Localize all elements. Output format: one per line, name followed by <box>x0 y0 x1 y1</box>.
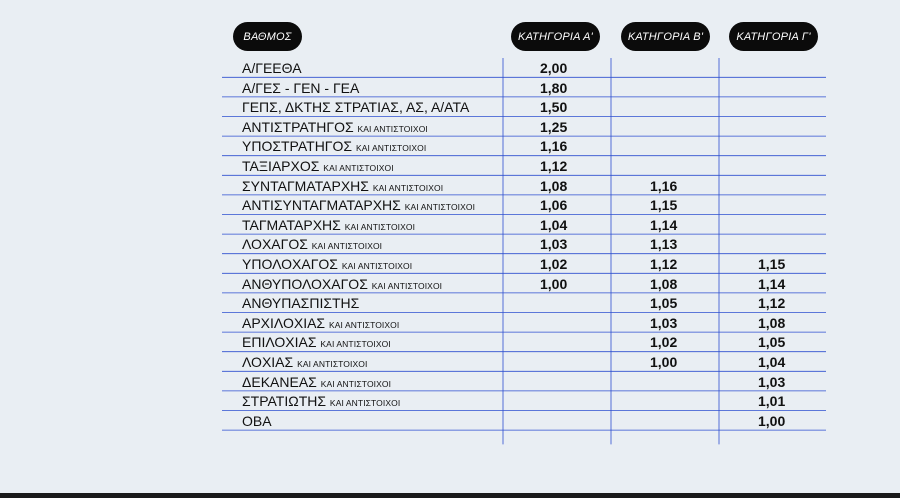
rank-cell <box>242 352 367 372</box>
rank-cell <box>242 332 391 352</box>
category-c-value: 1,08 <box>758 314 786 331</box>
rank-cell <box>242 58 302 78</box>
category-b-value: 1,03 <box>650 314 678 331</box>
rank-suffix: ΚΑΙ ΑΝΤΙΣΤΟΙΧΟΙ <box>372 182 444 193</box>
rank-cell <box>242 391 400 411</box>
category-b-value: 1,12 <box>650 256 678 272</box>
category-a-value: 1,08 <box>540 177 568 194</box>
category-b-value: 1,08 <box>650 275 678 292</box>
rank-suffix: ΚΑΙ ΑΝΤΙΣΤΟΙΧΟΙ <box>341 261 413 271</box>
header-category-b: ΚΑΤΗΓΟΡΙΑ Β' <box>621 22 710 51</box>
rank-label: ΣΤΡΑΤΙΩΤΗΣ <box>242 393 327 410</box>
category-b-value: 1,14 <box>650 216 678 233</box>
rank-suffix: ΚΑΙ ΑΝΤΙΣΤΟΙΧΟΙ <box>297 359 368 369</box>
rank-suffix: ΚΑΙ ΑΝΤΙΣΤΟΙΧΟΙ <box>404 202 476 213</box>
rank-cell <box>242 156 394 176</box>
rank-cell <box>242 117 428 137</box>
category-c-value: 1,14 <box>758 275 786 292</box>
category-c-value: 1,05 <box>758 334 786 351</box>
category-c-value: 1,04 <box>758 354 786 370</box>
rank-label: ΛΟΧΑΓΟΣ <box>242 236 308 253</box>
rank-cell <box>242 97 469 117</box>
table-row <box>222 391 826 411</box>
table-row <box>222 136 826 156</box>
table-row <box>222 313 826 333</box>
rank-label: Α/ΓΕΕΘΑ <box>242 60 302 76</box>
rank-suffix: ΚΑΙ ΑΝΤΙΣΤΟΙΧΟΙ <box>328 319 400 330</box>
rank-cell <box>242 136 426 156</box>
category-c-value: 1,01 <box>758 393 786 410</box>
rank-cell <box>242 274 442 294</box>
table-row <box>222 274 826 294</box>
rank-label: ΑΝΤΙΣΤΡΑΤΗΓΟΣ <box>242 118 354 135</box>
rank-suffix: ΚΑΙ ΑΝΤΙΣΤΟΙΧΟΙ <box>320 339 391 350</box>
rank-cell <box>242 234 382 254</box>
table-row <box>222 215 826 235</box>
bottom-divider <box>0 493 900 498</box>
category-a-value: 1,03 <box>540 236 568 253</box>
rank-suffix: ΚΑΙ ΑΝΤΙΣΤΟΙΧΟΙ <box>320 378 392 389</box>
rank-label: ΤΑΞΙΑΡΧΟΣ <box>242 158 320 174</box>
category-a-value: 1,04 <box>540 216 568 233</box>
rank-label: ΥΠΟΛΟΧΑΓΟΣ <box>242 256 338 272</box>
category-a-value: 1,00 <box>540 275 568 292</box>
rank-label: ΑΝΤΙΣΥΝΤΑΓΜΑΤΑΡΧΗΣ <box>242 197 401 214</box>
rank-cell <box>242 254 412 274</box>
rank-label: ΓΕΠΣ, ΔΚΤΗΣ ΣΤΡΑΤΙΑΣ, ΑΣ, Α/ΑΤΑ <box>242 99 470 116</box>
rank-label: ΕΠΙΛΟΧΙΑΣ <box>242 334 317 351</box>
rank-label: ΟΒΑ <box>242 412 272 429</box>
rank-suffix: ΚΑΙ ΑΝΤΙΣΤΟΙΧΟΙ <box>323 163 394 173</box>
rank-cell <box>242 195 475 215</box>
rank-cell <box>242 215 415 235</box>
category-c-value: 1,00 <box>758 412 786 429</box>
rank-suffix: ΚΑΙ ΑΝΤΙΣΤΟΙΧΟΙ <box>311 241 383 252</box>
table-row <box>222 372 826 392</box>
table-row <box>222 156 826 176</box>
table-row <box>222 78 826 98</box>
category-a-value: 1,06 <box>540 197 568 214</box>
rank-label: ΔΕΚΑΝΕΑΣ <box>242 373 317 390</box>
category-c-value: 1,12 <box>758 295 786 312</box>
header-category-c: ΚΑΤΗΓΟΡΙΑ Γ' <box>729 22 818 51</box>
table-row <box>222 332 826 352</box>
category-a-value: 1,80 <box>540 79 568 96</box>
category-b-value: 1,02 <box>650 334 678 351</box>
rank-suffix: ΚΑΙ ΑΝΤΙΣΤΟΙΧΟΙ <box>357 123 428 134</box>
category-a-value: 1,50 <box>540 99 568 116</box>
table-row <box>222 352 826 372</box>
table-row <box>222 117 826 137</box>
category-c-value: 1,15 <box>758 256 786 272</box>
table-row <box>222 176 826 196</box>
table-row <box>222 411 826 431</box>
rank-suffix: ΚΑΙ ΑΝΤΙΣΤΟΙΧΟΙ <box>344 221 416 232</box>
rank-suffix: ΚΑΙ ΑΝΤΙΣΤΟΙΧΟΙ <box>371 280 443 291</box>
table-row <box>222 234 826 254</box>
table-row <box>222 195 826 215</box>
category-b-value: 1,15 <box>650 197 678 214</box>
rank-label: Α/ΓΕΣ - ΓΕΝ - ΓΕΑ <box>242 79 360 96</box>
category-b-value: 1,00 <box>650 354 678 370</box>
rank-label: ΑΝΘΥΠΑΣΠΙΣΤΗΣ <box>242 295 360 312</box>
rank-suffix: ΚΑΙ ΑΝΤΙΣΤΟΙΧΟΙ <box>329 398 401 409</box>
rank-cell <box>242 411 272 431</box>
rank-suffix: ΚΑΙ ΑΝΤΙΣΤΟΙΧΟΙ <box>355 143 427 154</box>
category-a-value: 1,16 <box>540 138 568 155</box>
header-category-a: ΚΑΤΗΓΟΡΙΑ Α' <box>511 22 600 51</box>
table-row <box>222 293 826 313</box>
rank-label: ΑΡΧΙΛΟΧΙΑΣ <box>242 314 326 331</box>
rank-cell <box>242 372 391 392</box>
category-a-value: 1,12 <box>540 158 568 174</box>
rank-label: ΣΥΝΤΑΓΜΑΤΑΡΧΗΣ <box>242 177 369 194</box>
rank-label: ΛΟΧΙΑΣ <box>242 354 294 370</box>
category-a-value: 2,00 <box>540 60 568 76</box>
rank-label: ΥΠΟΣΤΡΑΤΗΓΟΣ <box>242 138 353 155</box>
category-a-value: 1,02 <box>540 256 568 272</box>
category-b-value: 1,13 <box>650 236 678 253</box>
table-row <box>222 58 826 78</box>
rank-cell <box>242 176 443 196</box>
rank-cell <box>242 313 399 333</box>
category-a-value: 1,25 <box>540 118 568 135</box>
category-b-value: 1,05 <box>650 295 678 312</box>
rank-cell <box>242 78 359 98</box>
category-c-value: 1,03 <box>758 373 786 390</box>
category-b-value: 1,16 <box>650 177 678 194</box>
header-rank: ΒΑΘΜΟΣ <box>233 22 302 51</box>
table-row <box>222 254 826 274</box>
rank-label: ΑΝΘΥΠΟΛΟΧΑΓΟΣ <box>242 275 368 292</box>
table-row <box>222 97 826 117</box>
rank-label: ΤΑΓΜΑΤΑΡΧΗΣ <box>242 216 341 233</box>
rank-cell <box>242 293 359 313</box>
